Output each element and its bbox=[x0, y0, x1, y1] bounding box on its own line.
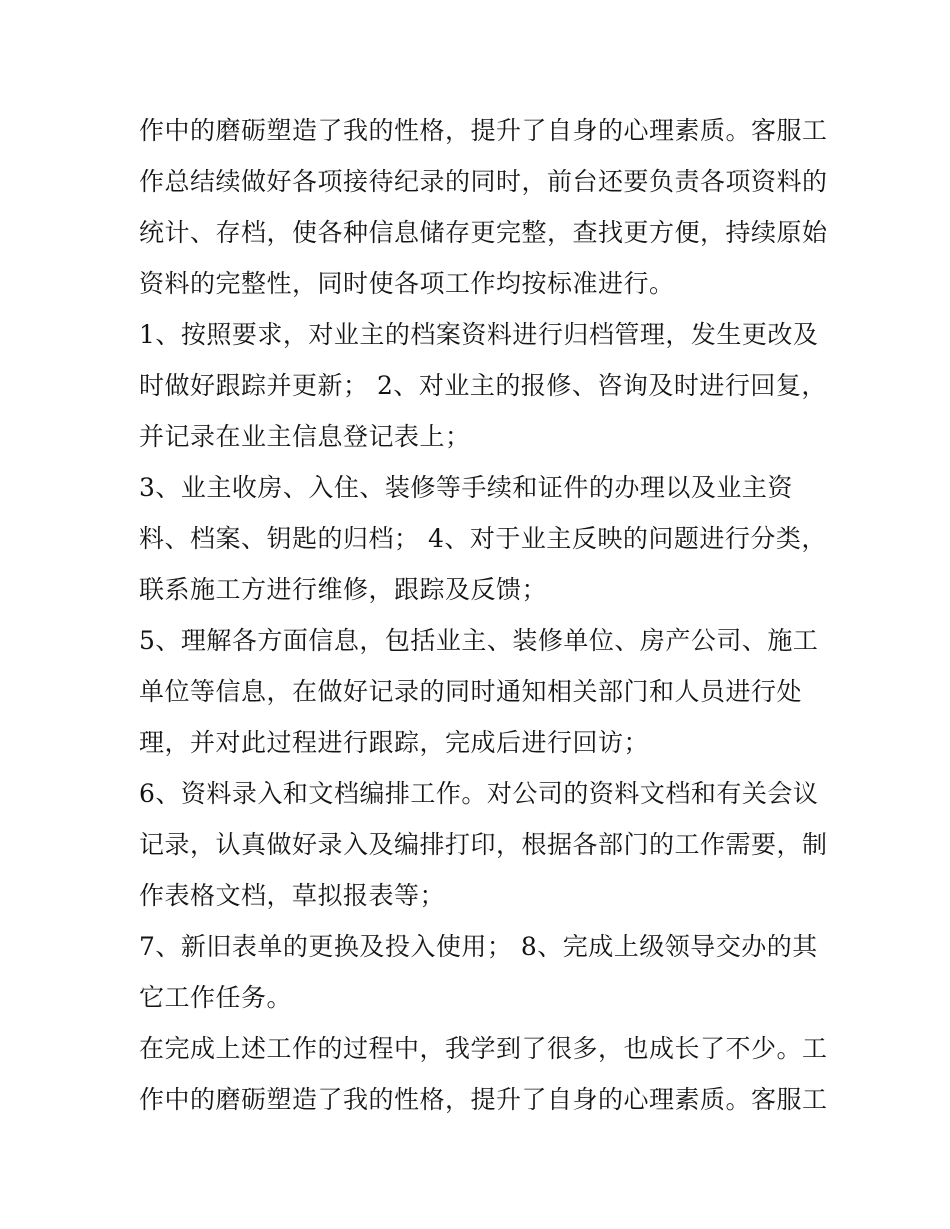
text-line: 联系施工方进行维修，跟踪及反馈； bbox=[139, 575, 548, 604]
text-line: 在完成上述工作的过程中，我学到了很多，也成长了不少。工 bbox=[139, 1034, 828, 1063]
text-line: 理，并对此过程进行跟踪，完成后进行回访； bbox=[139, 728, 650, 757]
text-line: 时做好跟踪并更新； 2、对业主的报修、咨询及时进行回复， bbox=[139, 371, 827, 400]
text-line: 5、理解各方面信息，包括业主、装修单位、房产公司、施工 bbox=[139, 626, 819, 655]
text-line: 它工作任务。 bbox=[139, 983, 293, 1012]
text-line: 6、资料录入和文档编排工作。对公司的资料文档和有关会议 bbox=[139, 779, 819, 808]
text-line: 作表格文档，草拟报表等； bbox=[139, 881, 446, 910]
paragraph-item-1-2 bbox=[139, 309, 827, 462]
text-line: 作中的磨砺塑造了我的性格，提升了自身的心理素质。客服工 bbox=[139, 116, 828, 145]
text-line: 资料的完整性，同时使各项工作均按标准进行。 bbox=[139, 269, 675, 298]
paragraph-intro-continuation bbox=[139, 105, 828, 309]
text-line: 1、按照要求，对业主的档案资料进行归档管理，发生更改及 bbox=[139, 320, 819, 349]
paragraph-item-3-4 bbox=[139, 462, 827, 615]
text-line: 作总结续做好各项接待纪录的同时，前台还要负责各项资料的 bbox=[139, 167, 828, 196]
text-line: 3、业主收房、入住、装修等手续和证件的办理以及业主资 bbox=[139, 473, 793, 502]
paragraph-item-7-8 bbox=[139, 921, 819, 1023]
text-line: 料、档案、钥匙的归档； 4、对于业主反映的问题进行分类， bbox=[139, 524, 827, 553]
text-line: 作中的磨砺塑造了我的性格，提升了自身的心理素质。客服工 bbox=[139, 1085, 828, 1114]
text-line: 统计、存档，使各种信息储存更完整，查找更方便，持续原始 bbox=[139, 218, 828, 247]
paragraph-item-5 bbox=[139, 615, 819, 768]
text-line: 记录，认真做好录入及编排打印，根据各部门的工作需要，制 bbox=[139, 830, 828, 859]
text-line: 并记录在业主信息登记表上； bbox=[139, 422, 471, 451]
text-line: 7、新旧表单的更换及投入使用； 8、完成上级领导交办的其 bbox=[139, 932, 818, 961]
text-line: 单位等信息，在做好记录的同时通知相关部门和人员进行处 bbox=[139, 677, 803, 706]
paragraph-item-6 bbox=[139, 768, 828, 921]
document-body bbox=[139, 105, 828, 1125]
paragraph-summary bbox=[139, 1023, 828, 1125]
